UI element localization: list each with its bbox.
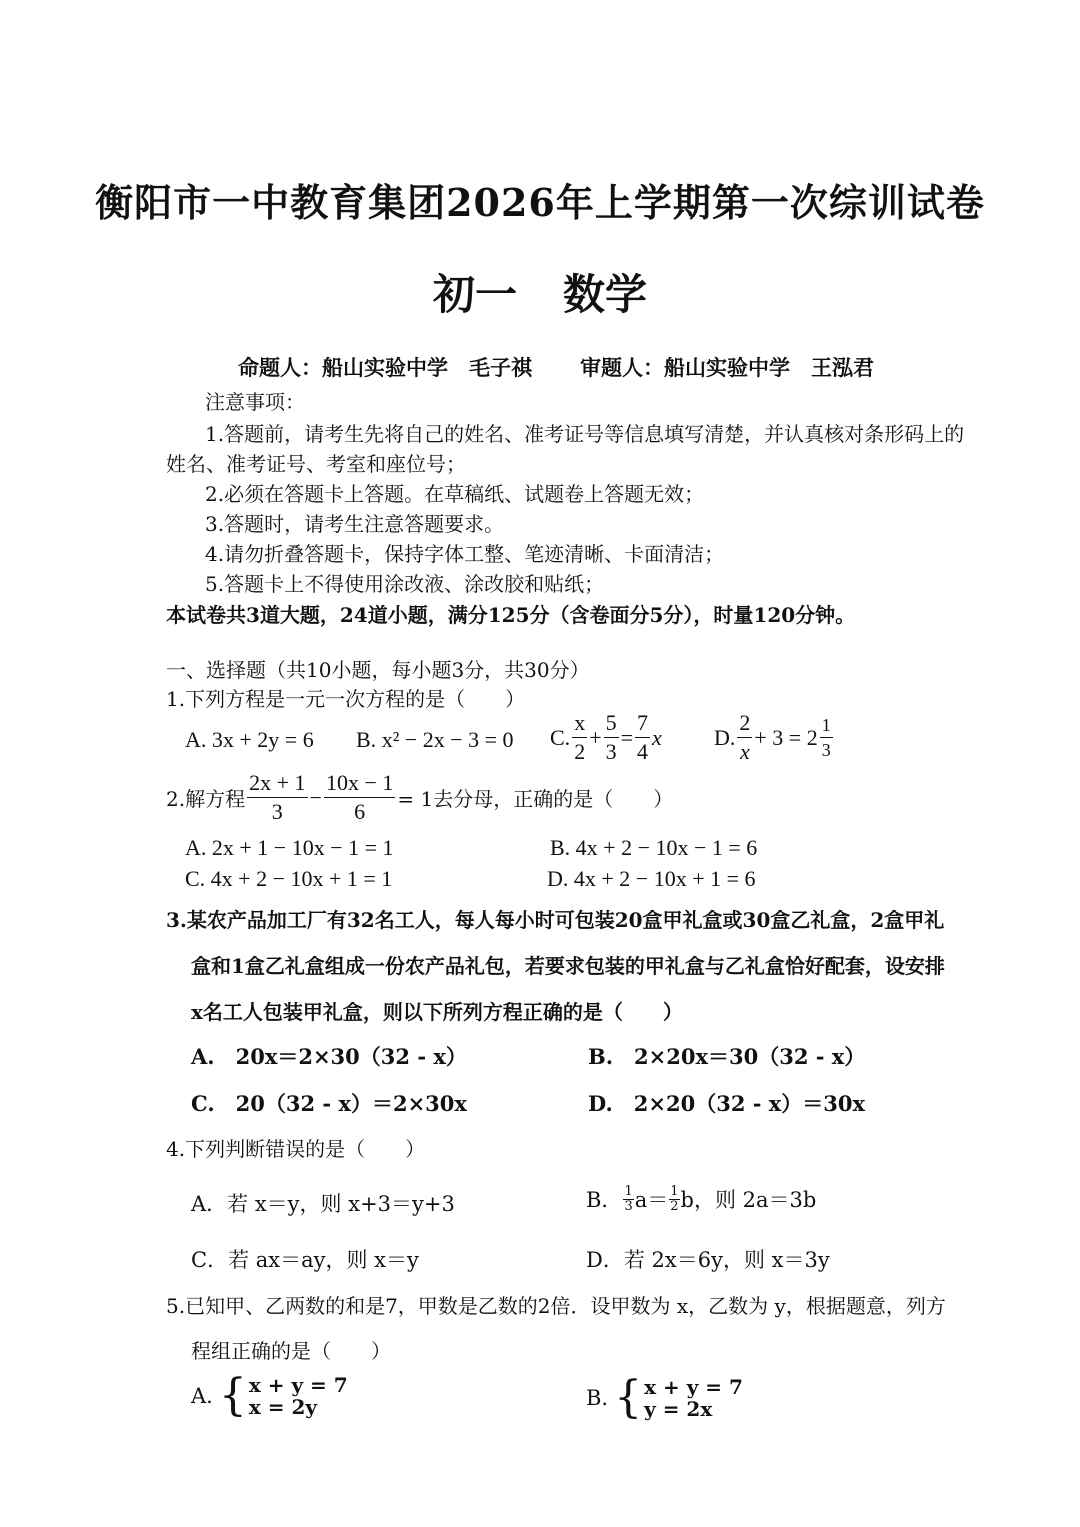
q4-option-d: D．若 2x＝6y，则 x＝3y [586, 1248, 830, 1272]
q3-option-a: A. 20x＝2×30（32 - x） [191, 1044, 467, 1069]
q4-b-prefix: B． [586, 1188, 623, 1212]
q2-option-d: D. 4x + 2 − 10x + 1 = 6 [547, 866, 756, 891]
q2-frac-1 [247, 772, 307, 823]
q1-c-frac-2-den: 3 [605, 739, 617, 764]
q4-option-c: C．若 ax＝ay，则 x＝y [191, 1248, 419, 1272]
section-1-heading: 一、选择题（共10小题，每小题3分，共30分） [166, 658, 590, 682]
q1-c-eq: = [620, 724, 634, 750]
q5-option-a [191, 1370, 348, 1421]
q2-frac-2-num: 10x − 1 [324, 772, 395, 798]
q4-b-mid: a＝ [634, 1188, 669, 1212]
author-label: 命题人：船山实验中学 毛子祺 [238, 355, 532, 380]
q5-b-label: B. [586, 1386, 609, 1410]
notice-heading: 注意事项： [205, 390, 305, 414]
q1-d-mixed-frac [820, 716, 833, 759]
q5-a-row-1: x + y = 7 [248, 1373, 348, 1397]
exam-title: 衡阳市一中教育集团2026年上学期第一次综训试卷 [95, 180, 985, 225]
q1-option-b-prefix: B. [356, 727, 382, 752]
authors-line [238, 352, 874, 382]
q3-line-1: 3.某农产品加工厂有32名工人，每人每小时可包装20盒甲礼盒或30盒乙礼盒，2盒甲礼 [166, 908, 945, 932]
q2-suffix: = 1去分母，正确的是（ ） [397, 787, 674, 811]
q1-option-b [356, 727, 514, 753]
notice-item-1b: 姓名、准考证号、考室和座位号； [166, 452, 466, 476]
q1-d-mid: + 3 = 2 [754, 724, 818, 750]
q2-stem [166, 772, 673, 823]
q1-option-b-math: x² − 2x − 3 = 0 [381, 727, 514, 752]
q2-minus: − [309, 784, 322, 810]
q1-c-x: x [652, 724, 662, 750]
q1-d-mixed-den: 3 [821, 740, 831, 760]
q5-b-row-2: y = 2x [644, 1397, 713, 1421]
q5-a-label: A. [191, 1384, 213, 1408]
notice-item-2: 2.必须在答题卡上答题。在草稿纸、试题卷上答题无效； [205, 482, 705, 506]
q5-b-row-1: x + y = 7 [644, 1375, 743, 1399]
q1-option-c [550, 712, 662, 763]
q1-d-mixed-num: 1 [820, 716, 833, 738]
grade-label: 初一 [432, 270, 517, 319]
q4-b-frac-2-num: 1 [670, 1184, 679, 1199]
reviewer-label: 审题人：船山实验中学 王泓君 [580, 355, 874, 380]
q1-option-d-prefix: D. [714, 724, 736, 750]
q2-frac-2-den: 6 [354, 799, 366, 824]
q5-a-system [218, 1370, 348, 1421]
q5-line-2: 程组正确的是（ ） [191, 1339, 391, 1363]
q1-d-frac-num: 2 [737, 712, 752, 738]
q3-line-3: x名工人包装甲礼盒，则以下所列方程正确的是（ ） [191, 1000, 683, 1024]
subject-label: 数学 [563, 270, 648, 319]
q3-line-2: 盒和1盒乙礼盒组成一份农产品礼包，若要求包装的甲礼盒与乙礼盒恰好配套，设安排 [191, 954, 945, 978]
q5-a-brace-icon: { [218, 1370, 247, 1421]
q1-stem: 1.下列方程是一元一次方程的是（ ） [166, 687, 526, 711]
q5-b-system [614, 1372, 743, 1423]
q1-c-frac-2 [604, 712, 619, 763]
notice-item-5: 5.答题卡上不得使用涂改液、涂改胶和贴纸； [205, 572, 605, 596]
q4-b-frac-1-num: 1 [624, 1184, 633, 1199]
q5-b-brace-icon: { [614, 1372, 643, 1423]
q3-option-d: D. 2×20（32 - x）＝30x [588, 1091, 866, 1116]
q4-b-frac-1-den: 3 [624, 1199, 633, 1214]
q1-c-plus: + [589, 724, 602, 750]
exam-subject-line [0, 262, 1080, 322]
q3-option-b: B. 2×20x＝30（32 - x） [588, 1044, 866, 1069]
q1-option-c-prefix: C. [550, 724, 571, 750]
q2-option-a: A. 2x + 1 − 10x − 1 = 1 [185, 835, 394, 860]
q1-d-frac [737, 712, 752, 763]
q1-c-frac-1-den: 2 [574, 739, 586, 764]
q2-option-b: B. 4x + 2 − 10x − 1 = 6 [550, 835, 758, 860]
q4-b-frac-2 [669, 1185, 679, 1213]
q2-option-c: C. 4x + 2 − 10x + 1 = 1 [185, 866, 393, 891]
q1-option-a: A. 3x + 2y = 6 [185, 727, 314, 752]
notice-item-4: 4.请勿折叠答题卡，保持字体工整、笔迹清晰、卡面清洁； [205, 542, 725, 566]
q5-line-1: 5.已知甲、乙两数的和是7，甲数是乙数的2倍．设甲数为 x，乙数为 y，根据题意，列方 [166, 1294, 946, 1318]
q1-option-d [714, 712, 835, 763]
q4-stem: 4.下列判断错误的是（ ） [166, 1137, 426, 1161]
q5-option-b [586, 1372, 743, 1423]
q2-frac-1-num: 2x + 1 [247, 772, 307, 798]
q2-frac-1-den: 3 [271, 799, 283, 824]
q5-a-row-2: x = 2y [248, 1395, 317, 1419]
q4-b-frac-1 [623, 1185, 633, 1213]
q3-option-c: C. 20（32 - x）＝2×30x [191, 1091, 467, 1116]
q1-c-frac-3 [635, 712, 650, 763]
q2-prefix: 2.解方程 [166, 787, 246, 811]
q1-d-frac-den: x [740, 739, 750, 764]
q4-option-b [586, 1184, 816, 1214]
q4-option-a: A．若 x＝y，则 x+3＝y+3 [191, 1192, 455, 1216]
q2-frac-2 [324, 772, 395, 823]
q1-c-frac-2-num: 5 [604, 712, 619, 738]
exam-summary: 本试卷共3道大题，24道小题，满分125分（含卷面分5分），时量120分钟。 [166, 603, 856, 627]
q1-c-frac-1 [572, 712, 587, 763]
q1-c-frac-1-num: x [572, 712, 587, 738]
q1-c-frac-3-den: 4 [637, 739, 649, 764]
q4-b-suffix: b，则 2a＝3b [680, 1188, 817, 1212]
q4-b-frac-2-den: 2 [670, 1199, 679, 1214]
notice-item-1a: 1.答题前，请考生先将自己的姓名、准考证号等信息填写清楚，并认真核对条形码上的 [205, 422, 965, 446]
notice-item-3: 3.答题时，请考生注意答题要求。 [205, 512, 505, 536]
q1-c-frac-3-num: 7 [635, 712, 650, 738]
